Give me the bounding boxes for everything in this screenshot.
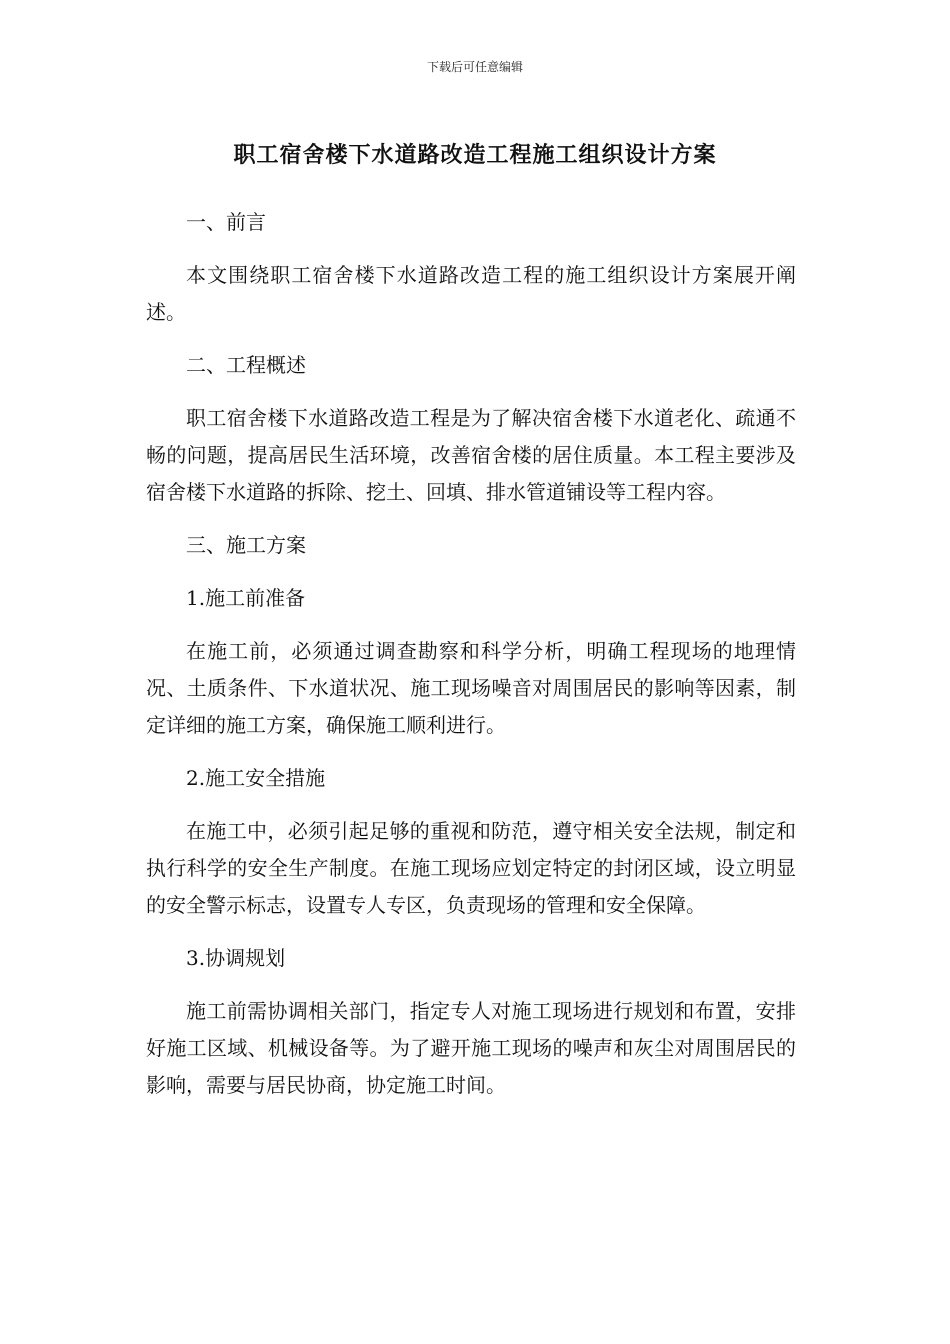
document-body (146, 204, 796, 1104)
paragraph-overview: 职工宿舍楼下水道路改造工程是为了解决宿舍楼下水道老化、疏通不畅的问题，提高居民生活环境，改善宿舍楼的居住质量。本工程主要涉及宿舍楼下水道路的拆除、挖土、回填、排水管道铺设等工程内容。 (146, 406, 796, 504)
paragraph-preface: 本文围绕职工宿舍楼下水道路改造工程的施工组织设计方案展开阐述。 (146, 263, 796, 324)
section-heading-preface: 一、前言 (186, 210, 266, 234)
paragraph-safety: 在施工中，必须引起足够的重视和防范，遵守相关安全法规，制定和执行科学的安全生产制度。在施工现场应划定特定的封闭区域，设立明显的安全警示标志，设置专人专区，负责现场的管理和安全保障。 (146, 819, 796, 917)
subsection-heading-preparation: 1.施工前准备 (186, 586, 306, 610)
paragraph-preparation: 在施工前，必须通过调查勘察和科学分析，明确工程现场的地理情况、土质条件、下水道状况、施工现场噪音对周围居民的影响等因素，制定详细的施工方案，确保施工顺利进行。 (146, 639, 796, 737)
subsection-heading-safety: 2.施工安全措施 (186, 766, 326, 790)
section-heading-plan: 三、施工方案 (186, 533, 306, 557)
paragraph-coordination: 施工前需协调相关部门，指定专人对施工现场进行规划和布置，安排好施工区域、机械设备等。为了避开施工现场的噪声和灰尘对周围居民的影响，需要与居民协商，协定施工时间。 (146, 999, 796, 1097)
section-heading-overview: 二、工程概述 (186, 353, 306, 377)
document-title: 职工宿舍楼下水道路改造工程施工组织设计方案 (233, 143, 717, 168)
subsection-heading-coordination: 3.协调规划 (186, 946, 286, 970)
header-note: 下载后可任意编辑 (426, 60, 523, 74)
